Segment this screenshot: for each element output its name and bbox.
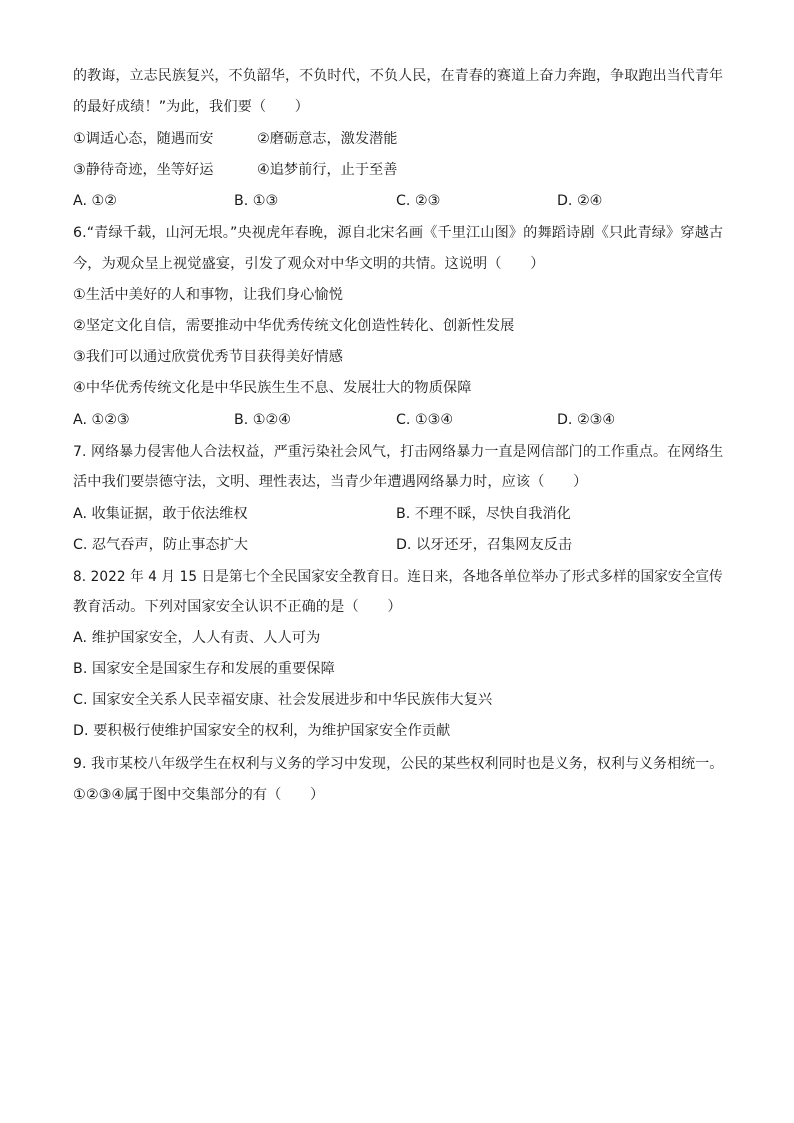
question-7-option-d: D. 以牙还牙，召集网友反击 bbox=[396, 537, 573, 553]
question-5-option-a: A. ①② bbox=[73, 193, 117, 209]
question-5-item-1: ①调适心态，随遇而安 bbox=[73, 131, 214, 147]
question-6-item-1: ①生活中美好的人和事物，让我们身心愉悦 bbox=[73, 287, 343, 303]
question-8-option-c: C. 国家安全关系人民幸福安康、社会发展进步和中华民族伟大复兴 bbox=[73, 692, 493, 708]
question-9-text-line-1: 9. 我市某校八年级学生在权利与义务的学习中发现，公民的某些权利同时也是义务，权利与义务相统一。 bbox=[73, 756, 724, 772]
question-5-item-4: ④追梦前行，止于至善 bbox=[257, 162, 398, 178]
question-6-option-c: C. ①③④ bbox=[396, 412, 454, 428]
question-6-item-3: ③我们可以通过欣赏优秀节目获得美好情感 bbox=[73, 349, 343, 365]
question-8-option-d: D. 要积极行使维护国家安全的权利，为维护国家安全作贡献 bbox=[73, 723, 451, 739]
question-8-text-line-1: 8. 2022 年 4 月 15 日是第七个全民国家安全教育日。连日来，各地各单位举办了形式多样的国家安全宣传 bbox=[73, 569, 723, 585]
question-5-option-d: D. ②④ bbox=[557, 193, 603, 209]
question-5-text-line-2: 的最好成绩！”为此，我们要（ ） bbox=[73, 99, 310, 115]
question-7-text-line-2: 活中我们要崇德守法，文明、理性表达，当青少年遭遇网络暴力时，应该（ ） bbox=[73, 474, 588, 490]
question-5-item-3: ③静待奇迹，坐等好运 bbox=[73, 162, 214, 178]
question-8-option-a: A. 维护国家安全，人人有责、人人可为 bbox=[73, 630, 321, 646]
question-6-option-a: A. ①②③ bbox=[73, 412, 130, 428]
question-5-option-c: C. ②③ bbox=[396, 193, 441, 209]
question-6-option-b: B. ①②④ bbox=[234, 412, 291, 428]
question-6-item-4: ④中华优秀传统文化是中华民族生生不息、发展壮大的物质保障 bbox=[73, 380, 472, 396]
question-6-option-d: D. ②③④ bbox=[557, 412, 616, 428]
question-6-item-2: ②坚定文化自信，需要推动中华优秀传统文化创造性转化、创新性发展 bbox=[73, 318, 515, 334]
question-8-option-b: B. 国家安全是国家生存和发展的重要保障 bbox=[73, 661, 335, 677]
question-7-option-a: A. 收集证据，敢于依法维权 bbox=[73, 506, 248, 522]
question-7-option-b: B. 不理不睬，尽快自我消化 bbox=[396, 506, 571, 522]
question-6-text-line-1: 6.“青绿千载，山河无垠。”央视虎年春晚，源自北宋名画《千里江山图》的舞蹈诗剧《只此青绿》穿越古 bbox=[73, 225, 724, 241]
question-5-option-b: B. ①③ bbox=[234, 193, 279, 209]
question-6-text-line-2: 今，为观众呈上视觉盛宴，引发了观众对中华文明的共情。这说明（ ） bbox=[73, 256, 545, 272]
question-9-text-line-2: ①②③④属于图中交集部分的有（ ） bbox=[73, 787, 325, 803]
question-8-text-line-2: 教育活动。下列对国家安全认识不正确的是（ ） bbox=[73, 599, 402, 615]
question-7-option-c: C. 忍气吞声，防止事态扩大 bbox=[73, 537, 248, 553]
question-7-text-line-1: 7. 网络暴力侵害他人合法权益，严重污染社会风气，打击网络暴力一直是网信部门的工作重点。在网络生 bbox=[73, 444, 724, 460]
question-5-item-2: ②磨砺意志，激发潜能 bbox=[257, 131, 398, 147]
question-5-text-line-1: 的教诲，立志民族复兴，不负韶华，不负时代，不负人民，在青春的赛道上奋力奔跑，争取跑出当代青年 bbox=[73, 68, 724, 84]
